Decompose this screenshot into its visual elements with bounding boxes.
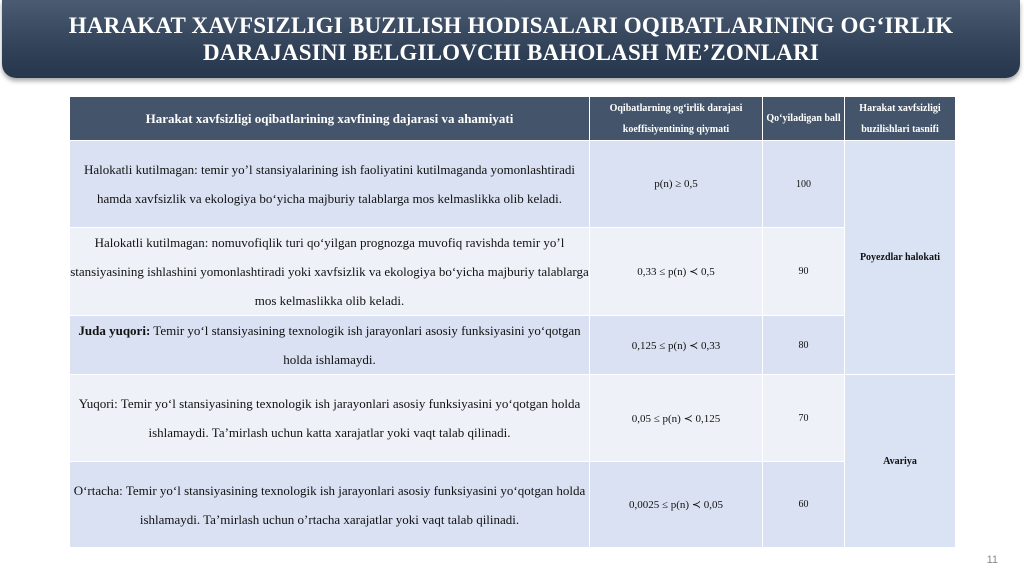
criteria-table xyxy=(69,96,956,548)
row-ball: 70 xyxy=(763,375,845,462)
row-description: Yuqori: Temir yo‘l stansiyasining texnologik ish jarayonlari asosiy funksiyasini yo‘qotgan holda ishlamaydi. Ta’mirlash uchun katta xarajatlar yoki vaqt talab qilinadi. xyxy=(70,375,590,462)
header-description: Harakat xavfsizligi oqibatlarining xavfining dajarasi va ahamiyati xyxy=(70,97,590,141)
page-number: 11 xyxy=(986,554,998,566)
row-ball: 100 xyxy=(763,141,845,228)
row-description xyxy=(70,316,590,375)
row-ball: 60 xyxy=(763,462,845,548)
row-formula: 0,33 ≤ p(n) ≺ 0,5 xyxy=(590,228,763,316)
classification-cell: Avariya xyxy=(845,375,956,548)
header-classification: Harakat xavfsizligi buzilishlari tasnifi xyxy=(845,97,956,141)
row-formula: 0,125 ≤ p(n) ≺ 0,33 xyxy=(590,316,763,375)
row-description: Halokatli kutilmagan: nomuvofiqlik turi qo‘yilgan prognozga muvofiq ravishda temir yo’l stansiyasining ishlashini yomonlashtiradi yoki xavfsizlik va ekologiya bo‘yicha majburiy talablarga mos kelmaslikka olib keladi. xyxy=(70,228,590,316)
row-formula: 0,0025 ≤ p(n) ≺ 0,05 xyxy=(590,462,763,548)
header-ball: Qo‘yiladigan ball xyxy=(763,97,845,141)
header-coefficient: Oqibatlarning og‘irlik darajasi koeffisiyentining qiymati xyxy=(590,97,763,141)
row-description-text: Temir yo‘l stansiyasining texnologik ish jarayonlari asosiy funksiyasini yo‘qotgan holda ishlamaydi. xyxy=(153,323,581,367)
row-description: Halokatli kutilmagan: temir yo’l stansiyalarining ish faoliyatini kutilmaganda yomonlashtiradi hamda xavfsizlik va ekologiya bo‘yicha majburiy talablarga mos kelmaslikka olib keladi. xyxy=(70,141,590,228)
row-description-bold: Juda yuqori: xyxy=(78,323,151,338)
table-row xyxy=(70,316,956,375)
table-header-row xyxy=(70,97,956,141)
table-row xyxy=(70,462,956,548)
row-formula: p(n) ≥ 0,5 xyxy=(590,141,763,228)
row-ball: 80 xyxy=(763,316,845,375)
table-row xyxy=(70,375,956,462)
table-row xyxy=(70,228,956,316)
row-description: O‘rtacha: Temir yo‘l stansiyasining texnologik ish jarayonlari asosiy funksiyasini yo‘qotgan holda ishlamaydi. Ta’mirlash uchun o’rtacha xarajatlar yoki vaqt talab qilinadi. xyxy=(70,462,590,548)
title-bar xyxy=(2,0,1020,78)
row-ball: 90 xyxy=(763,228,845,316)
page-title: HARAKAT XAVFSIZLIGI BUZILISH HODISALARI OQIBATLARINING OG‘IRLIK DARAJASINI BELGILOVCHI BAHOLASH ME’ZONLARI xyxy=(68,13,954,65)
classification-cell: Poyezdlar halokati xyxy=(845,141,956,375)
row-formula: 0,05 ≤ p(n) ≺ 0,125 xyxy=(590,375,763,462)
table-row xyxy=(70,141,956,228)
